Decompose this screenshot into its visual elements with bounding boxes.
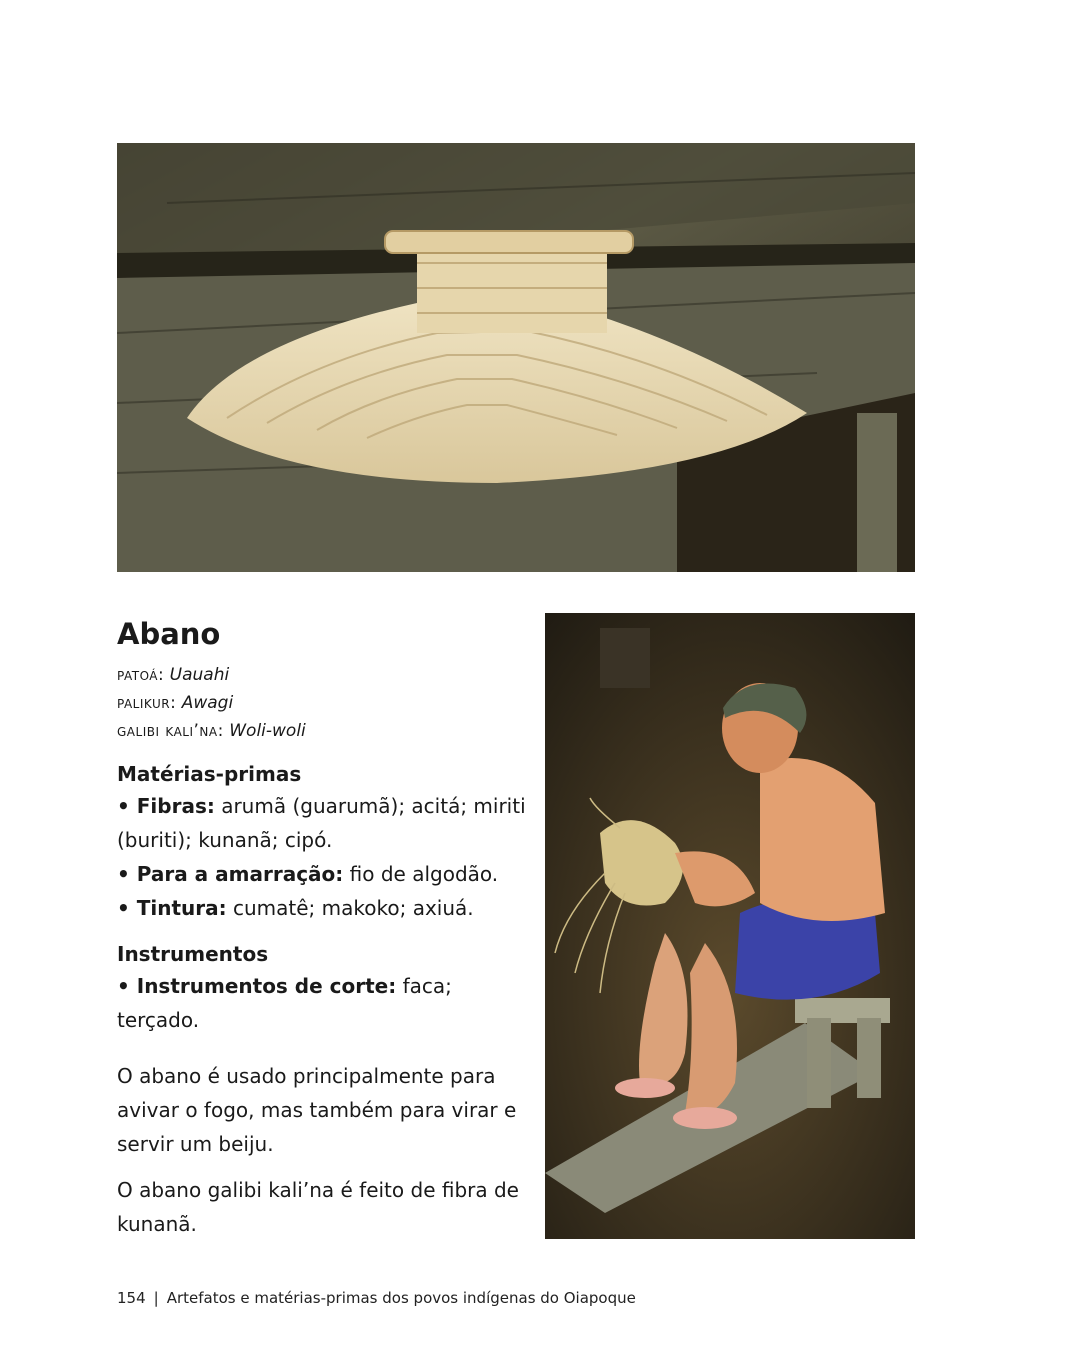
page-number: 154 <box>117 1289 146 1307</box>
article-title: Abano <box>117 617 221 651</box>
name-palikur <box>117 689 527 717</box>
page-footer <box>117 1289 636 1307</box>
instruments-heading: Instrumentos <box>117 942 269 966</box>
paragraph: O abano galibi kali’na é feito de fibra de kunanã. <box>117 1178 519 1236</box>
language-label: galibi kali’na: <box>117 721 224 741</box>
materials-item <box>117 891 527 925</box>
paragraph: O abano é usado principalmente para avivar o fogo, mas também para virar e servir um beiju. <box>117 1064 517 1156</box>
language-label: palikur: <box>117 693 177 713</box>
item-text: cumatê; makoko; axiuá. <box>226 896 474 920</box>
materials-item <box>117 789 527 857</box>
item-text: fio de algodão. <box>343 862 499 886</box>
item-text: faca; terçado. <box>117 974 452 1032</box>
article-text <box>117 615 527 1241</box>
photo-woven-fan <box>117 143 915 572</box>
item-text: arumã (guarumã); acitá; miriti (buriti); kunanã; cipó. <box>117 794 526 852</box>
language-name: Woli-woli <box>229 721 306 741</box>
footer-separator: | <box>153 1289 159 1307</box>
language-name: Awagi <box>181 693 234 713</box>
item-label: • Instrumentos de corte: <box>117 974 397 998</box>
photo-man-weaving <box>545 613 915 1239</box>
instruments-item <box>117 969 527 1037</box>
name-patoa <box>117 661 527 689</box>
language-label: patoá: <box>117 665 165 685</box>
item-label: • Para a amarração: <box>117 862 344 886</box>
language-name: Uauahi <box>169 665 230 685</box>
materials-item <box>117 857 527 891</box>
book-title: Artefatos e matérias-primas dos povos indígenas do Oiapoque <box>166 1289 636 1307</box>
item-label: • Tintura: <box>117 896 227 920</box>
materials-heading: Matérias-primas <box>117 762 302 786</box>
item-label: • Fibras: <box>117 794 215 818</box>
name-galibi-kalina <box>117 717 527 745</box>
